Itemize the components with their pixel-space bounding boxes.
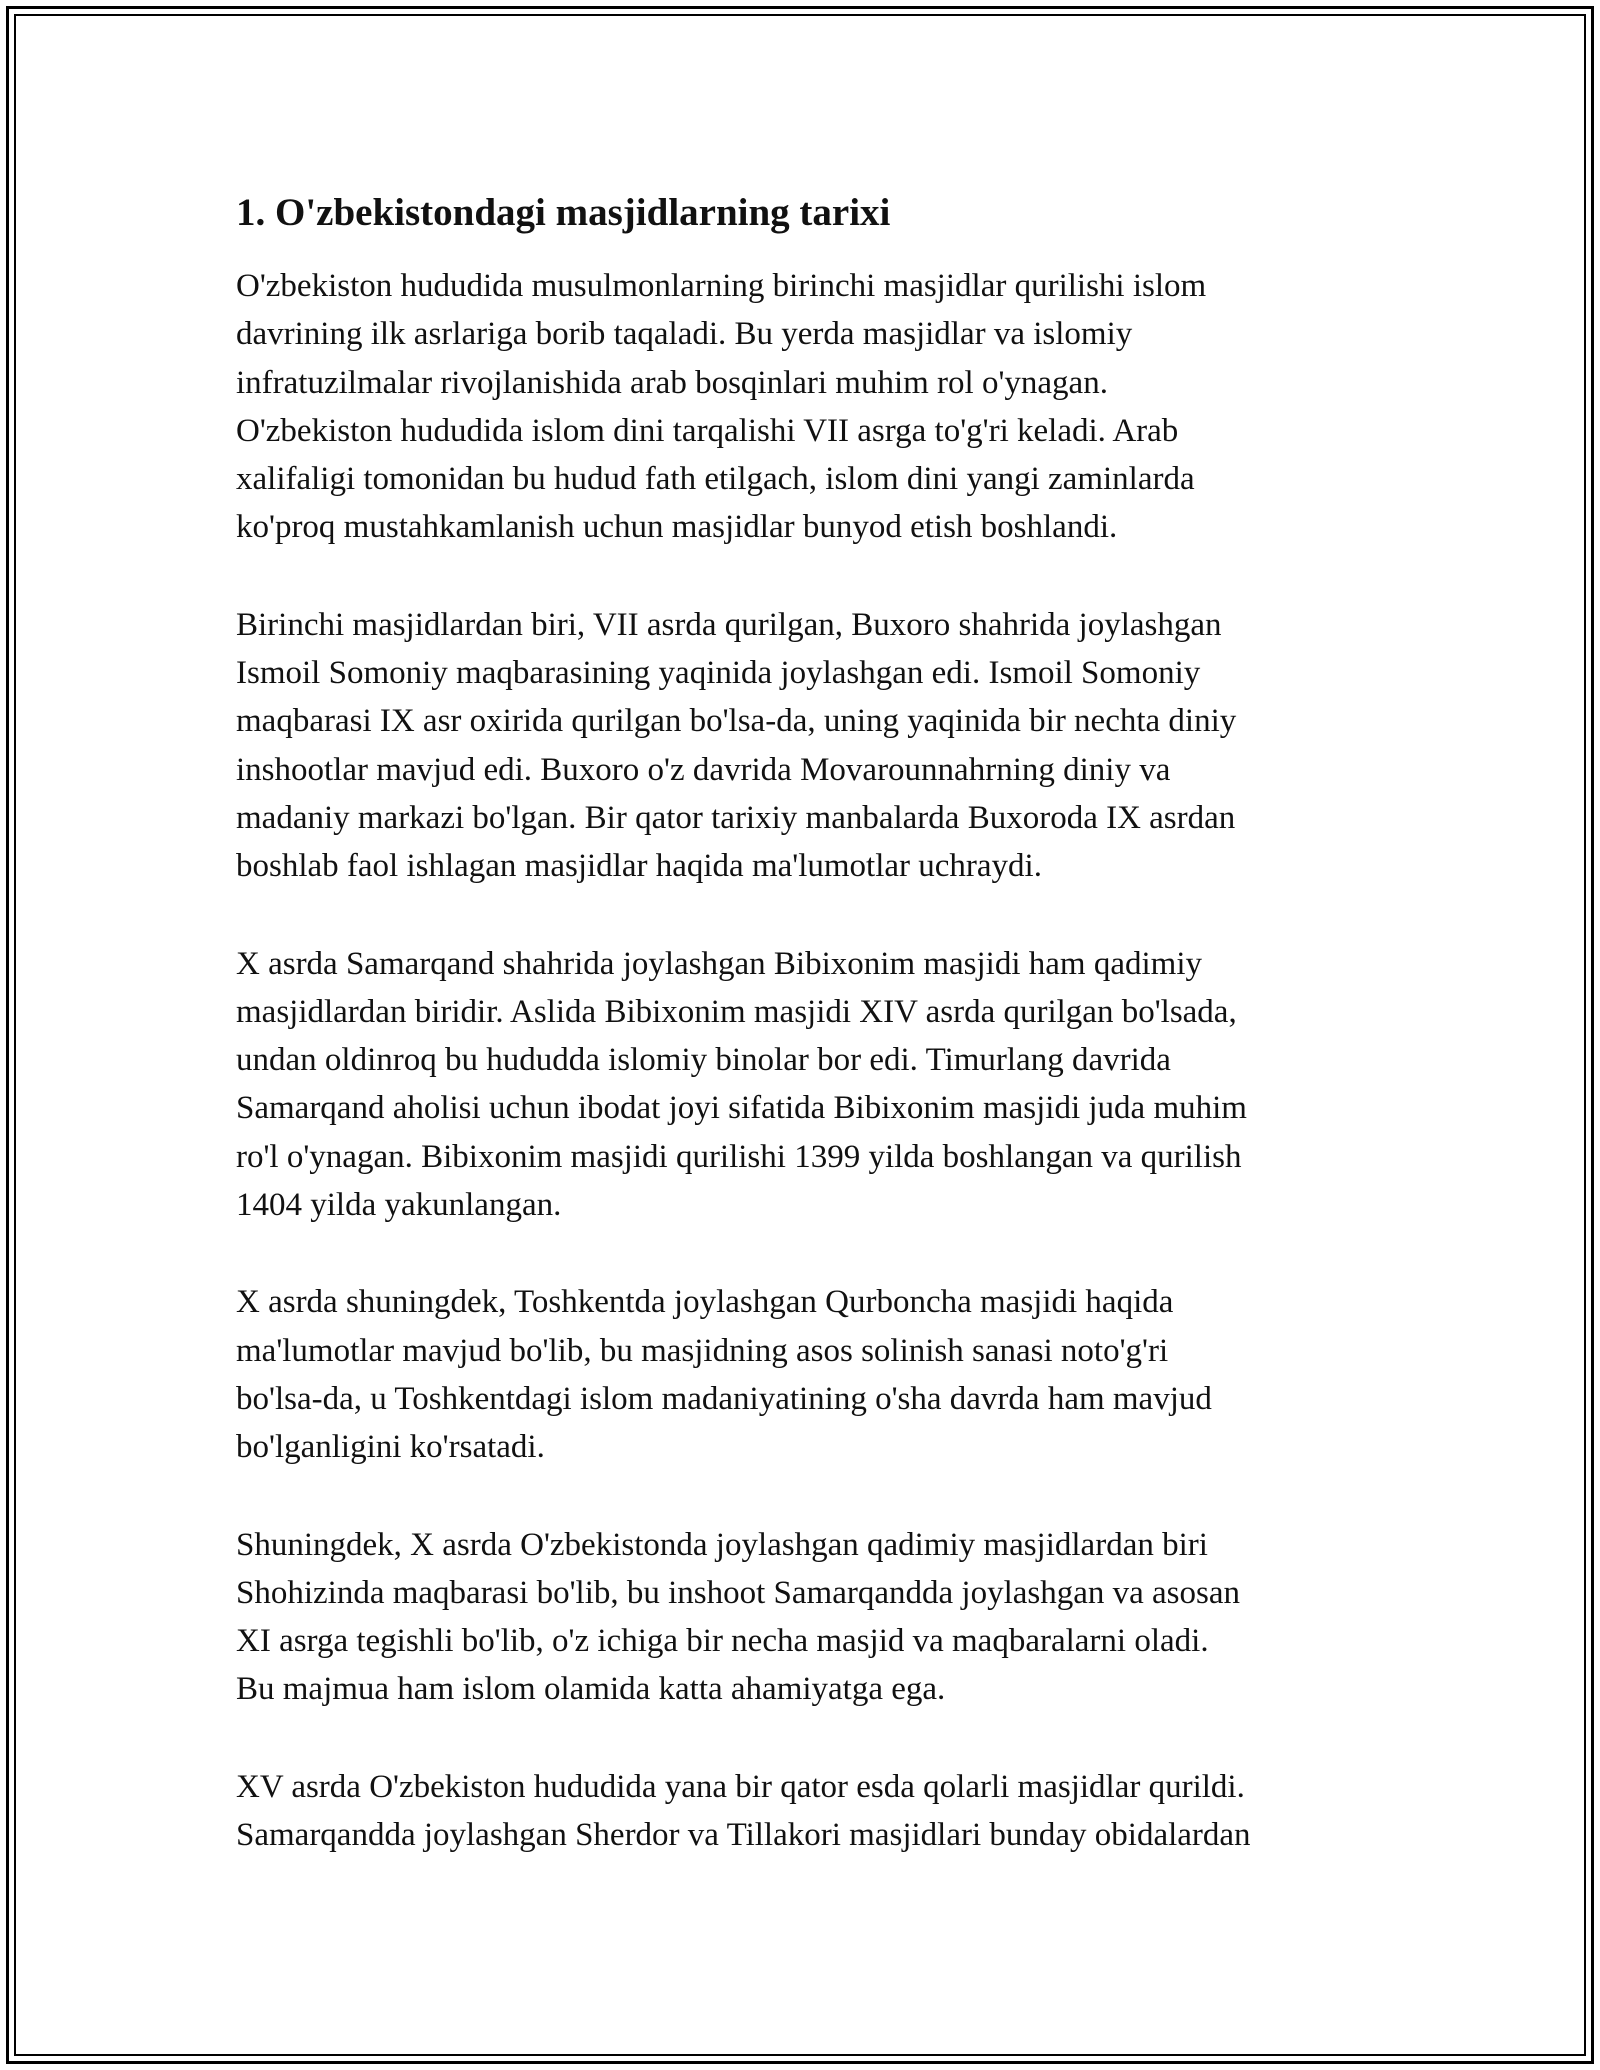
text-line: davrining ilk asrlariga borib taqaladi. Bu yerda masjidlar va islomiy (236, 316, 1133, 353)
text-line: O'zbekiston hududida islom dini tarqalishi VII asrga to'g'ri keladi. Arab (236, 412, 1179, 449)
text-line: maqbarasi IX asr oxirida qurilgan bo'lsa-da, uning yaqinida bir nechta diniy (236, 703, 1237, 740)
text-line: Bu majmua ham islom olamida katta ahamiyatga ega. (236, 1671, 946, 1708)
text-line: ro'l o'ynagan. Bibixonim masjidi qurilishi 1399 yilda boshlangan va qurilish (236, 1138, 1242, 1175)
text-line: O'zbekiston hududida musulmonlarning birinchi masjidlar qurilishi islom (236, 268, 1207, 304)
paragraph (236, 1763, 1396, 1860)
text-line: ko'proq mustahkamlanish uchun masjidlar bunyod etish boshlandi. (236, 509, 1118, 546)
text-line: bo'lsa-da, u Toshkentdagi islom madaniyatining o'sha davrda ham mavjud (236, 1380, 1212, 1417)
text-line: xalifaligi tomonidan bu hudud fath etilgach, islom dini yangi zaminlarda (236, 461, 1195, 498)
text-line: Samarqandda joylashgan Sherdor va Tillakori masjidlari bunday obidalardan (236, 1817, 1251, 1854)
text-line: boshlab faol ishlagan masjidlar haqida ma'lumotlar uchraydi. (236, 848, 1042, 885)
paragraph-list (236, 262, 1396, 1859)
text-line: inshootlar mavjud edi. Buxoro o'z davrida Movarounnahrning diniy va (236, 751, 1171, 788)
text-line: bo'lganligini ko'rsatadi. (236, 1429, 545, 1466)
text-line: X asrda shuningdek, Toshkentda joylashgan Qurboncha masjidi haqida (236, 1284, 1174, 1321)
text-line: Shuningdek, X asrda O'zbekistonda joylashgan qadimiy masjidlardan biri (236, 1526, 1208, 1563)
text-line: madaniy markazi bo'lgan. Bir qator tarixiy manbalarda Buxoroda IX asrdan (236, 799, 1236, 836)
paragraph (236, 940, 1396, 1230)
document-content (236, 188, 1396, 1908)
text-line: X asrda Samarqand shahrida joylashgan Bibixonim masjidi ham qadimiy (236, 945, 1202, 982)
text-line: ma'lumotlar mavjud bo'lib, bu masjidning asos solinish sanasi noto'g'ri (236, 1332, 1169, 1369)
text-line: masjidlardan biridir. Aslida Bibixonim masjidi XIV asrda qurilgan bo'lsada, (236, 993, 1237, 1030)
section-heading: 1. O'zbekistondagi masjidlarning tarixi (236, 191, 891, 234)
paragraph (236, 262, 1396, 552)
text-line: infratuzilmalar rivojlanishida arab bosqinlari muhim rol o'ynagan. (236, 364, 1108, 401)
text-line: undan oldinroq bu hududda islomiy binolar bor edi. Timurlang davrida (236, 1042, 1171, 1079)
text-line: Shohizinda maqbarasi bo'lib, bu inshoot Samarqandda joylashgan va asosan (236, 1574, 1241, 1611)
text-line: XV asrda O'zbekiston hududida yana bir qator esda qolarli masjidlar qurildi. (236, 1768, 1245, 1805)
text-line: Ismoil Somoniy maqbarasining yaqinida joylashgan edi. Ismoil Somoniy (236, 655, 1201, 692)
text-line: Samarqand aholisi uchun ibodat joyi sifatida Bibixonim masjidi juda muhim (236, 1090, 1247, 1127)
paragraph (236, 601, 1396, 891)
text-line: Birinchi masjidlardan biri, VII asrda qurilgan, Buxoro shahrida joylashgan (236, 606, 1222, 643)
paragraph (236, 1521, 1396, 1714)
text-line: 1404 yilda yakunlangan. (236, 1187, 562, 1224)
paragraph (236, 1278, 1396, 1471)
text-line: XI asrga tegishli bo'lib, o'z ichiga bir necha masjid va maqbaralarni oladi. (236, 1623, 1209, 1660)
